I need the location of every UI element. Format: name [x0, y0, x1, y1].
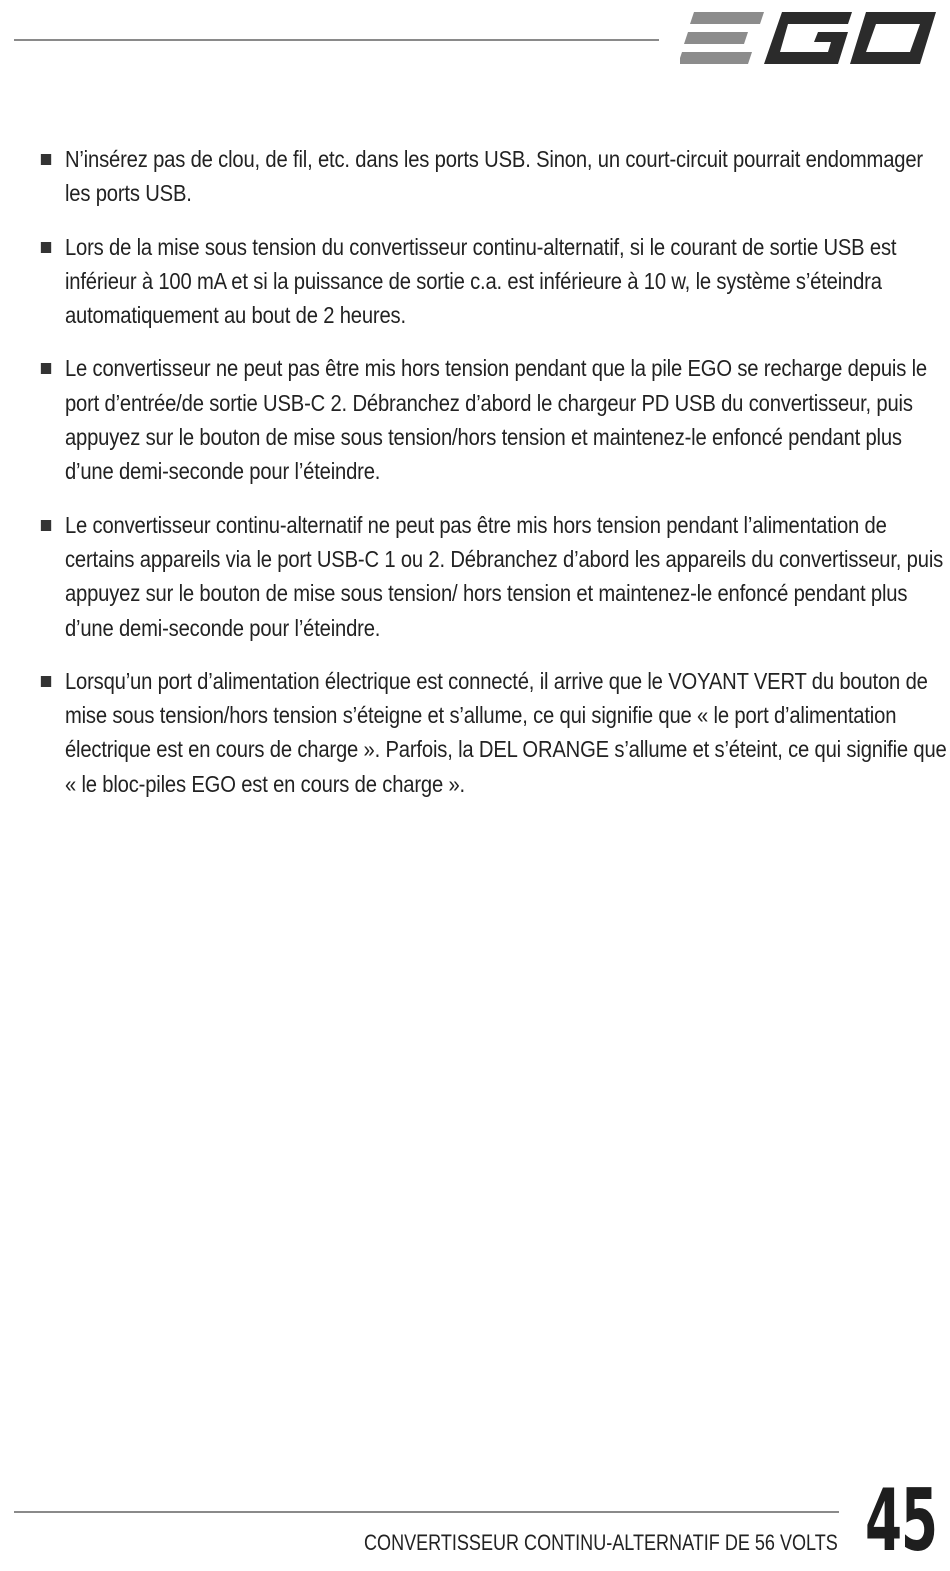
bullet-square-icon [41, 676, 51, 687]
list-item-text: Le convertisseur continu-alternatif ne peut pas être mis hors tension pendant l’alimentation de certains appareils via le port USB-C 1 ou 2. Débranchez d’abord les appareils du convertisseur, puis appuyez sur le bouton de mise sous tension/ hors tension et maintenez-le enfoncé pendant plus d’une demi-seconde pour l’éteindre. [64, 511, 944, 641]
list-item [40, 664, 950, 801]
list-item-text: Lorsqu’un port d’alimentation électrique est connecté, il arrive que le VOYANT VERT du bouton de mise sous tension/hors tension s’éteigne et s’allume, ce qui signifie que « le port d’alimentation électrique est en cours de charge ». Parfois, la DEL ORANGE s’allume et s’éteint, ce qui signifie que « le bloc-piles EGO est en cours de charge ». [64, 667, 947, 797]
list-item-text: N’insérez pas de clou, de fil, etc. dans les ports USB. Sinon, un court-circuit pourrait endommager les ports USB. [64, 146, 923, 207]
list-item [40, 351, 950, 488]
bullet-square-icon [41, 363, 51, 374]
logo-e-mark [680, 12, 764, 64]
list-item-text: Lors de la mise sous tension du convertisseur continu-alternatif, si le courant de sortie USB est inférieur à 100 mA et si la puissance de sortie c.a. est inférieure à 10 w, le système s’éteindra automatiquement au bout de 2 heures. [64, 233, 897, 329]
list-item [40, 230, 950, 333]
list-item-text: Le convertisseur ne peut pas être mis hors tension pendant que la pile EGO se recharge depuis le port d’entrée/de sortie USB-C 2. Débranchez d’abord le chargeur PD USB du convertisseur, puis appuyez sur le bouton de mise sous tension/hors tension et maintenez-le enfoncé pendant plus d’une demi-seconde pour l’éteindre. [64, 355, 927, 485]
page-number: 45 [865, 1471, 937, 1571]
footer-title: CONVERTISSEUR CONTINU-ALTERNATIF DE 56 VOLTS [364, 1530, 838, 1555]
footer-rule [14, 1511, 839, 1513]
instruction-list [40, 142, 947, 820]
bullet-square-icon [41, 242, 51, 253]
bullet-square-icon [41, 520, 51, 531]
list-item [40, 142, 950, 211]
bullet-square-icon [41, 154, 51, 165]
logo-o-mark [850, 12, 936, 64]
logo-g-mark [764, 12, 852, 64]
header-rule [14, 39, 659, 41]
ego-logo [680, 8, 938, 72]
list-item [40, 508, 950, 645]
